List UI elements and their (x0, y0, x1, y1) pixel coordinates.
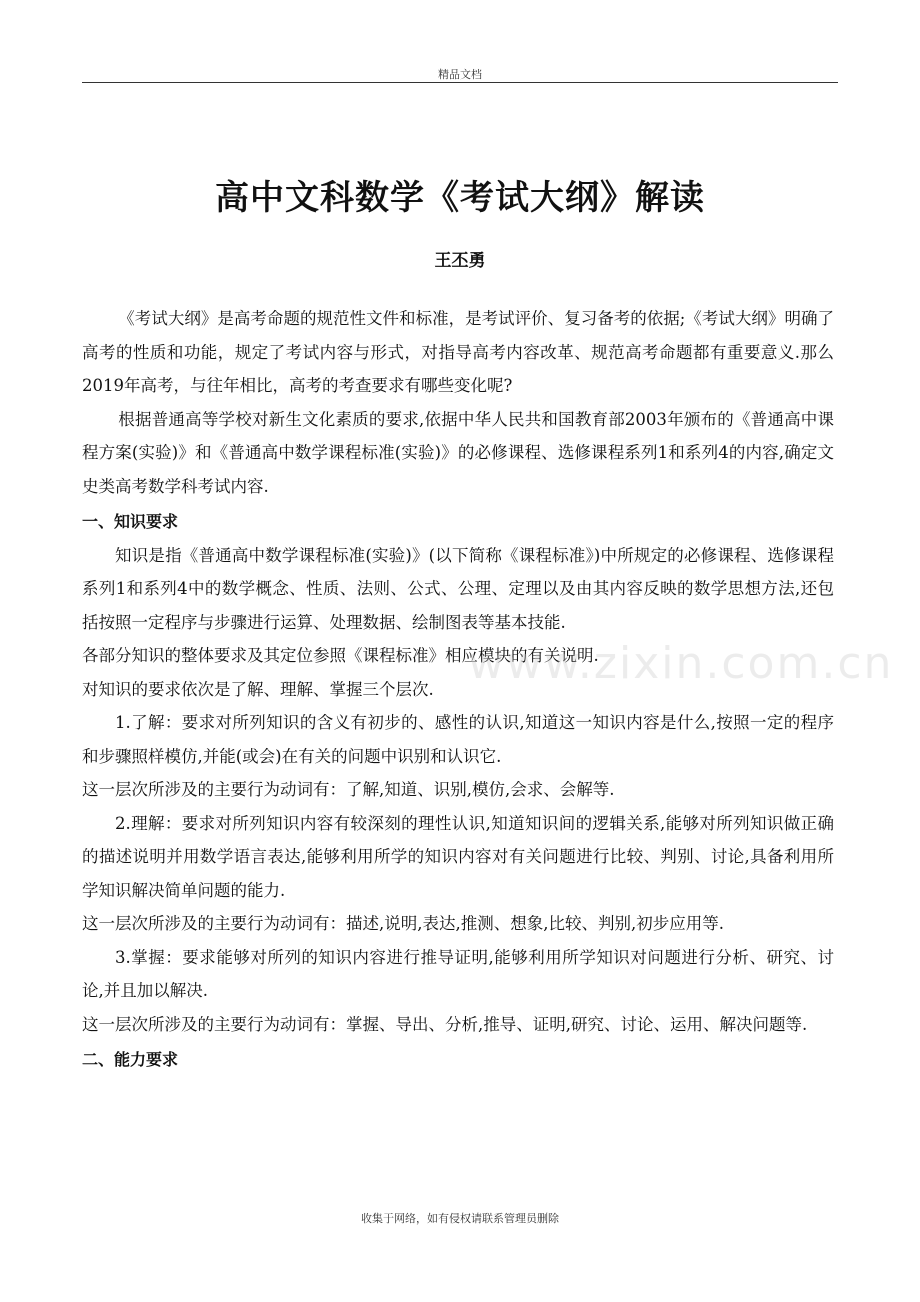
level-master: 3.掌握：要求能够对所列的知识内容进行推导证明,能够利用所学知识对问题进行分析、研究、讨论,并且加以解决. (82, 947, 834, 1000)
section-heading-ability: 二、能力要求 (82, 1050, 179, 1069)
document-title: 高中文科数学《考试大纲》解读 (215, 178, 705, 218)
knowledge-definition: 知识是指《普通高中数学课程标准(实验)》(以下简称《课程标准》)中所规定的必修课程、选修课程系列1和系列4中的数学概念、性质、法则、公式、公理、定理以及由其内容反映的数学思想方法,还包括按照一定程序与步骤进行运算、处理数据、绘制图表等基本技能. (82, 545, 834, 632)
level-master-verbs: 这一层次所涉及的主要行为动词有：掌握、导出、分析,推导、证明,研究、讨论、运用、解决问题等. (82, 1014, 808, 1034)
document-body (82, 302, 834, 1077)
document-author: 王丕勇 (434, 251, 486, 271)
knowledge-reference: 各部分知识的整体要求及其定位参照《课程标准》相应模块的有关说明. (82, 646, 599, 665)
footer-label: 收集于网络，如有侵权请联系管理员删除 (361, 1212, 559, 1225)
header-divider (82, 82, 838, 83)
intro-paragraph-2: 根据普通高等学校对新生文化素质的要求,依据中华人民共和国教育部2003年颁布的《普通高中课程方案(实验)》和《普通高中数学课程标准(实验)》的必修课程、选修课程系列1和系列4的内容,确定文史类高考数学科考试内容. (82, 409, 834, 496)
intro-paragraph-1: 《考试大纲》是高考命题的规范性文件和标准，是考试评价、复习备考的依据;《考试大纲》明确了高考的性质和功能，规定了考试内容与形式，对指导高考内容改革、规范高考命题都有重要意义.那么2019年高考，与往年相比，高考的考查要求有哪些变化呢? (82, 309, 834, 395)
watermark: www.zixin.com.cn (468, 638, 894, 689)
section-heading-knowledge: 一、知识要求 (82, 512, 179, 531)
knowledge-levels: 对知识的要求依次是了解、理解、掌握三个层次. (82, 679, 434, 699)
level-comprehend: 2.理解：要求对所列知识内容有较深刻的理性认识,知道知识间的逻辑关系,能够对所列知识做正确的描述说明并用数学语言表达,能够利用所学的知识内容对有关问题进行比较、判别、讨论,具备利用所学知识解决简单问题的能力. (82, 813, 834, 900)
level-understand-basic: 1.了解：要求对所列知识的含义有初步的、感性的认识,知道这一知识内容是什么,按照一定的程序和步骤照样模仿,并能(或会)在有关的问题中识别和认识它. (82, 713, 834, 766)
level-comprehend-verbs: 这一层次所涉及的主要行为动词有：描述,说明,表达,推测、想象,比较、判别,初步应用等. (82, 914, 724, 933)
level-understand-basic-verbs: 这一层次所涉及的主要行为动词有：了解,知道、识别,模仿,会求、会解等. (82, 780, 615, 799)
header-label: 精品文档 (438, 68, 482, 81)
